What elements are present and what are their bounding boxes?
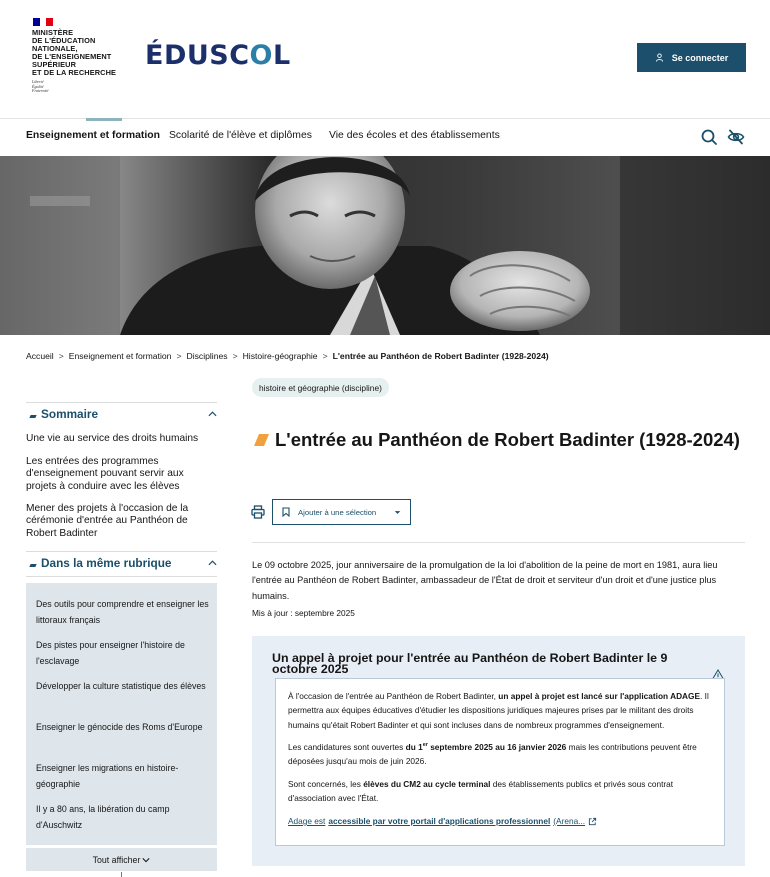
breadcrumb-separator: > — [58, 351, 64, 361]
rubrique-item[interactable]: Enseigner les migrations en histoire-géographie — [36, 763, 179, 789]
breadcrumb-item[interactable]: Accueil — [26, 351, 54, 361]
rubrique-item[interactable]: Des outils pour comprendre et enseigner les littoraux français — [36, 599, 209, 625]
chevron-up-icon[interactable] — [208, 411, 217, 417]
breadcrumb-item[interactable]: Disciplines — [186, 351, 228, 361]
sommaire-item[interactable]: Mener des projets à l'occasion de la cérémonie d'entrée au Panthéon de Robert Badinter — [26, 503, 189, 539]
sommaire-item[interactable]: Les entrées des programmes d'enseignement pouvant servir aux projets à conduire avec les élèves — [26, 456, 184, 492]
callout-paragraph: Les candidatures sont ouvertes du 1er septembre 2025 au 16 janvier 2026 mais les contributions peuvent être déposées jusqu'au mois de juin 2026. — [288, 742, 697, 767]
breadcrumb-separator: > — [232, 351, 238, 361]
print-icon[interactable] — [251, 505, 265, 519]
show-all-button[interactable] — [26, 848, 217, 871]
nav-item-vie-ecoles[interactable]: Vie des écoles et des établissements — [329, 130, 500, 141]
breadcrumb-item[interactable]: Enseignement et formation — [68, 351, 172, 361]
callout-box — [252, 636, 745, 866]
rubrique-title: Dans la même rubrique — [41, 556, 172, 570]
chevron-down-icon — [142, 857, 150, 863]
title-mark-icon — [29, 415, 36, 418]
callout-paragraph: Sont concernés, les élèves du CM2 au cycle terminal des établissements publics et privés sous contrat d'association avec l'État. — [288, 779, 674, 804]
ministry-block[interactable] — [32, 18, 132, 94]
updated-date: Mis à jour : septembre 2025 — [252, 608, 355, 618]
callout-paragraph: À l'occasion de l'entrée au Panthéon de Robert Badinter, un appel à projet est lancé sur l'application ADAGE. Il permettra aux équipes éducatives d'étudier les dispositions juridiques majeures prises par le militant des droits humains qu'était Robert Badinter et qui sont incluses dans de nombreux programmes d'enseignement. — [288, 691, 709, 730]
site-header — [0, 0, 770, 118]
nav-item-scolarite[interactable]: Scolarité de l'élève et diplômes — [169, 130, 312, 141]
title-accent-icon — [254, 434, 269, 446]
hero-portrait-image — [0, 156, 770, 335]
caret-down-icon — [394, 510, 401, 515]
sommaire-title: Sommaire — [41, 407, 99, 421]
add-to-selection-label: Ajouter à une sélection — [298, 507, 377, 517]
intro-paragraph: Le 09 octobre 2025, jour anniversaire de la promulgation de la loi d'abolition de la peine de mort en 1981, aura lieu l'entrée au Panthéon de Robert Badinter, ambassadeur de l'État de droit et serviteur d'un droit et d'une justice plus humains. — [252, 560, 718, 601]
adage-link[interactable]: Adage est accessible par votre portail d'applications professionnel (Arena... — [288, 816, 597, 826]
main-nav — [0, 118, 770, 156]
login-button[interactable] — [637, 43, 746, 72]
sommaire-header[interactable] — [26, 407, 217, 421]
breadcrumb — [26, 351, 549, 361]
content-divider — [252, 542, 745, 543]
breadcrumb-separator: > — [176, 351, 182, 361]
sidebar-divider — [26, 551, 217, 552]
rubrique-item[interactable]: Il y a 80 ans, la libération du camp d'Auschwitz — [36, 804, 170, 830]
nav-active-indicator — [86, 118, 122, 121]
rubrique-item[interactable]: Des pistes pour enseigner l'histoire de l'esclavage — [36, 640, 185, 666]
french-flag-icon — [33, 18, 53, 26]
callout-card — [275, 678, 725, 846]
breadcrumb-current: L'entrée au Panthéon de Robert Badinter (1928-2024) — [332, 351, 549, 361]
republic-motto: Liberté Égalité Fraternité — [32, 79, 49, 94]
sidebar-divider — [26, 576, 217, 577]
title-mark-icon — [29, 564, 36, 567]
ministry-name: MINISTÈRE DE L'ÉDUCATION NATIONALE, DE L'ENSEIGNEMENT SUPÉRIEUR ET DE LA RECHERCHE — [32, 28, 117, 77]
callout-title: Un appel à projet pour l'entrée au Panthéon de Robert Badinter le 9 octobre 2025 — [272, 651, 668, 676]
nav-item-enseignement[interactable]: Enseignement et formation — [26, 130, 160, 141]
user-icon — [655, 53, 664, 62]
breadcrumb-item[interactable]: Histoire-géographie — [242, 351, 318, 361]
eduscol-logo[interactable]: ÉDUSCOL — [145, 40, 291, 71]
rubrique-item[interactable]: Enseigner le génocide des Roms d'Europe — [36, 722, 203, 732]
discipline-tag[interactable]: histoire et géographie (discipline) — [252, 378, 389, 397]
rubrique-header[interactable] — [26, 556, 217, 570]
add-to-selection-button[interactable] — [272, 499, 411, 525]
rubrique-item[interactable]: Développer la culture statistique des élèves — [36, 681, 206, 691]
chevron-up-icon[interactable] — [208, 560, 217, 566]
sommaire-item[interactable]: Une vie au service des droits humains — [26, 433, 199, 444]
bookmark-icon — [282, 507, 290, 517]
sidebar-scroll-tick — [121, 872, 122, 877]
external-link-icon — [588, 817, 597, 826]
rubrique-list — [26, 583, 217, 845]
breadcrumb-separator: > — [322, 351, 328, 361]
sidebar-divider — [26, 402, 217, 403]
page-title: L'entrée au Panthéon de Robert Badinter (1928-2024) — [275, 429, 740, 450]
portrait-illustration — [0, 156, 770, 335]
show-all-label: Tout afficher — [92, 854, 141, 865]
search-icon[interactable] — [699, 127, 719, 147]
login-label: Se connecter — [671, 52, 729, 63]
eye-off-icon[interactable] — [726, 127, 746, 147]
